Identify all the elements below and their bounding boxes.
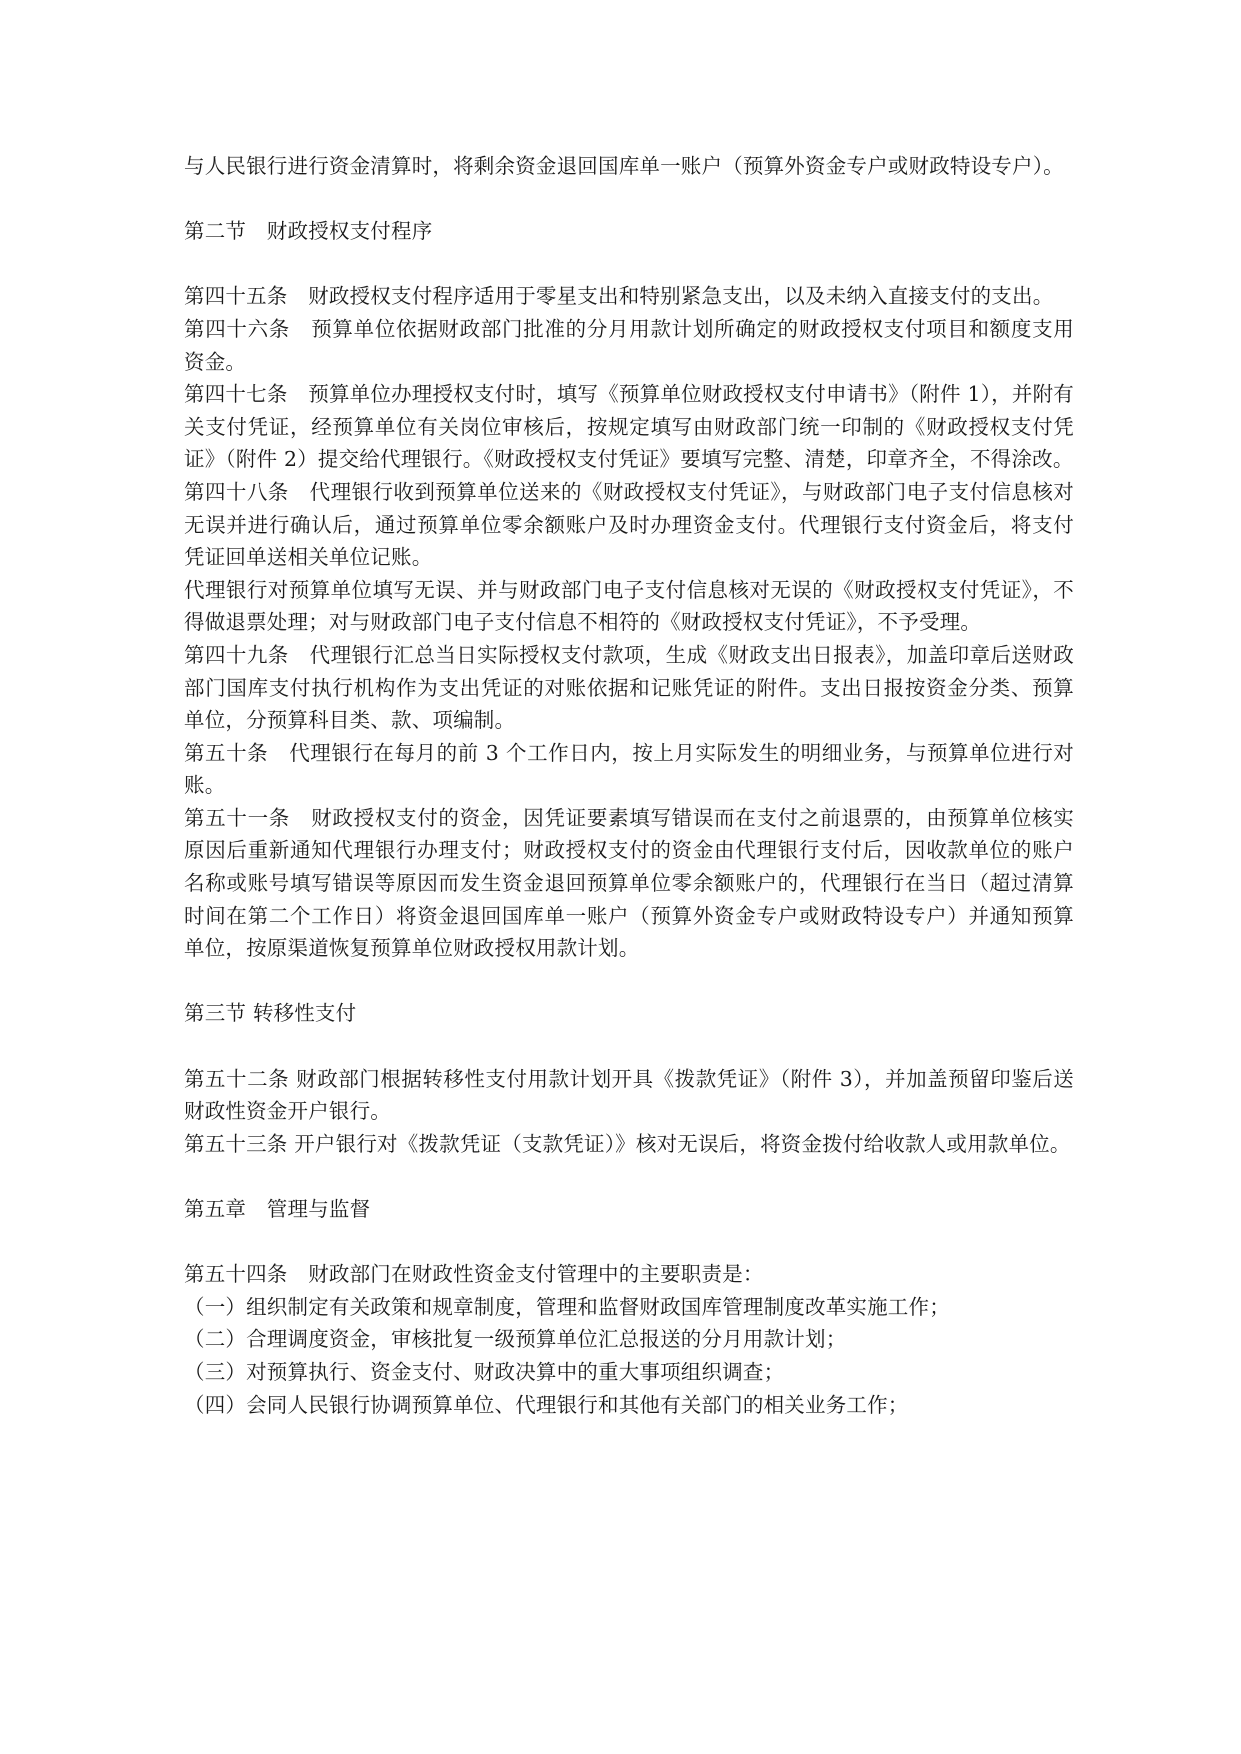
paragraph-spacer xyxy=(184,1030,1074,1063)
paragraph: 第五十二条 财政部门根据转移性支付用款计划开具《拨款凭证》（附件 3），并加盖预留印鉴后送财政性资金开户银行。 xyxy=(184,1066,1074,1124)
paragraph: （二）合理调度资金，审核批复一级预算单位汇总报送的分月用款计划； xyxy=(184,1327,847,1352)
paragraph-spacer xyxy=(184,1226,1074,1259)
paragraph: （四）会同人民银行协调预算单位、代理银行和其他有关部门的相关业务工作； xyxy=(184,1392,909,1417)
paragraph-spacer xyxy=(184,248,1074,281)
paragraph: 与人民银行进行资金清算时，将剩余资金退回国库单一账户（预算外资金专户或财政特设专户）。 xyxy=(184,154,1064,178)
paragraph: （一）组织制定有关政策和规章制度，管理和监督财政国库管理制度改革实施工作； xyxy=(184,1294,950,1319)
section-heading: 第三节 转移性支付 xyxy=(184,1001,357,1026)
section-heading: 第五章 管理与监督 xyxy=(184,1197,371,1221)
paragraph: （三）对预算执行、资金支付、财政决算中的重大事项组织调查； xyxy=(184,1359,785,1384)
paragraph-spacer xyxy=(184,183,1074,216)
paragraph-spacer xyxy=(184,1160,1074,1193)
paragraph: 第五十四条 财政部门在财政性资金支付管理中的主要职责是： xyxy=(184,1262,764,1287)
paragraph: 第五十一条 财政授权支付的资金，因凭证要素填写错误而在支付之前退票的，由预算单位核实原因后重新通知代理银行办理支付；财政授权支付的资金由代理银行支付后，因收款单位的账户名称或账号填写错误等原因而发生资金退回预算单位零余额账户的，代理银行在当日（超过清算时间在第二个工作日）将资金退回国库单一账户（预算外资金专户或财政特设专户）并通知预算单位，按原渠道恢复预算单位财政授权用款计划。 xyxy=(184,805,1074,961)
paragraph: 代理银行对预算单位填写无误、并与财政部门电子支付信息核对无误的《财政授权支付凭证》，不得做退票处理；对与财政部门电子支付信息不相符的《财政授权支付凭证》，不予受理。 xyxy=(184,577,1074,635)
paragraph: 第四十五条 财政授权支付程序适用于零星支出和特别紧急支出，以及未纳入直接支付的支出。 xyxy=(184,284,1054,309)
paragraph: 第五十三条 开户银行对《拨款凭证（支款凭证）》核对无误后，将资金拨付给收款人或用款单位。 xyxy=(184,1131,1071,1156)
paragraph: 第五十条 代理银行在每月的前 3 个工作日内，按上月实际发生的明细业务，与预算单位进行对账。 xyxy=(184,740,1074,798)
paragraph: 第四十六条 预算单位依据财政部门批准的分月用款计划所确定的财政授权支付项目和额度支用资金。 xyxy=(184,316,1074,374)
paragraph: 第四十八条 代理银行收到预算单位送来的《财政授权支付凭证》，与财政部门电子支付信息核对无误并进行确认后，通过预算单位零余额账户及时办理资金支付。代理银行支付资金后，将支付凭证回单送相关单位记账。 xyxy=(184,479,1074,570)
document-page xyxy=(184,150,1074,1421)
paragraph: 第四十九条 代理银行汇总当日实际授权支付款项，生成《财政支出日报表》，加盖印章后送财政部门国库支付执行机构作为支出凭证的对账依据和记账凭证的附件。支出日报按资金分类、预算单位，分预算科目类、款、项编制。 xyxy=(184,642,1074,733)
paragraph-spacer xyxy=(184,965,1074,998)
section-heading: 第二节 财政授权支付程序 xyxy=(184,219,433,244)
paragraph: 第四十七条 预算单位办理授权支付时，填写《预算单位财政授权支付申请书》（附件 1），并附有关支付凭证，经预算单位有关岗位审核后，按规定填写由财政部门统一印制的《财政授权支付凭证》（附件 2）提交给代理银行。《财政授权支付凭证》要填写完整、清楚，印章齐全，不得涂改。 xyxy=(184,382,1074,472)
